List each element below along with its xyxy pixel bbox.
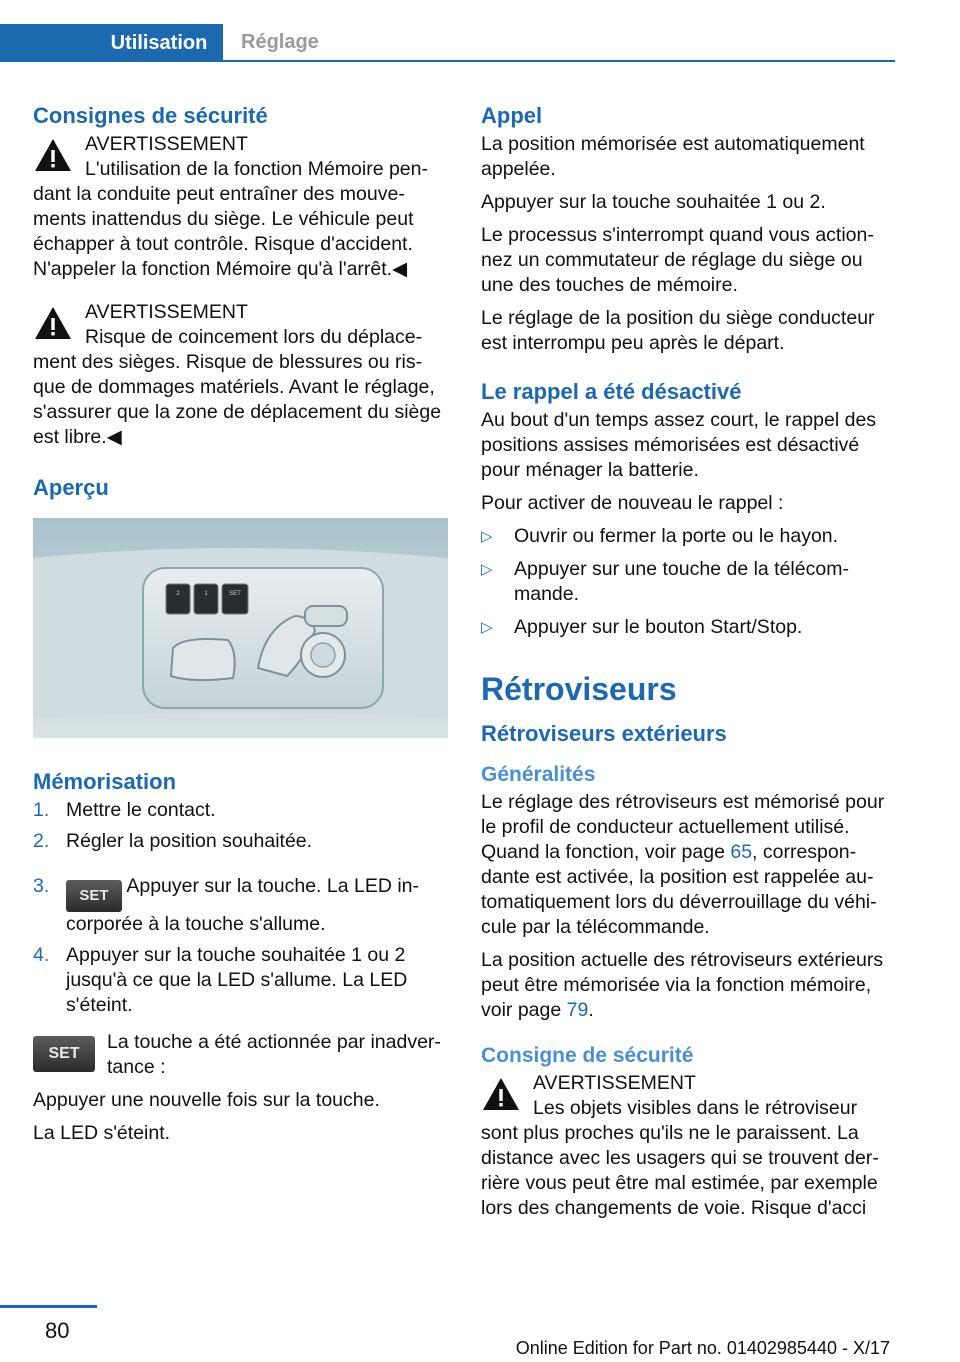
set-button-icon: SET [33,1036,95,1072]
set-button-icon: SET [66,880,122,912]
bullet-text: Ouvrir ou fermer la porte ou le hayon. [514,525,839,547]
step-number: 1. [33,799,50,821]
tab-reglage-label: Réglage [241,30,319,53]
page-number: 80 [45,1318,70,1343]
bullet-triangle-icon: ▷ [481,528,493,545]
bullet-triangle-icon: ▷ [481,619,493,636]
accidental-press-note [33,1030,448,1080]
warning-title-3: AVERTISSEMENT [533,1072,696,1094]
rappel-paragraph-2: Pour activer de nouveau le rappel : [481,492,784,514]
step-text: Appuyer sur la touche souhaitée 1 ou 2 jusqu'à ce que la LED s'allume. La LED s'éteint. [66,944,408,1016]
appel-paragraph-1: La position mémorisée est automatiquement appelée. [481,133,865,180]
page-link-65[interactable]: 65 [730,841,753,863]
general-paragraph-1 [481,790,896,940]
bullet-text: Appuyer sur une touche de la télécommande. [514,558,849,605]
step-number: 2. [33,830,50,852]
tab-reglage[interactable] [223,24,895,62]
press-again-text: Appuyer une nouvelle fois sur la touche. [33,1089,380,1111]
list-item [33,829,448,854]
warning-text-2: Risque de coincement lors du déplacement des sièges. Risque de blessures ou risque de dommages matériels. Avant le réglage, s'assurer que la zone de déplacement du siège est libre.◀ [33,326,442,448]
warning-title-1: AVERTISSEMENT [85,133,248,155]
list-item [33,943,448,1018]
warning-text-3: Les objets visibles dans le rétroviseur sont plus proches qu'ils ne le paraissent. La distance avec les usagers qui se trouvent derrière vous peut être mal estimée, par exemple lors des changements de voie. Risque d'acci [481,1097,879,1219]
list-item [481,557,896,607]
edition-note: Online Edition for Part no. 01402985440 - X/17 [515,1338,890,1358]
seat-controls-photo [33,518,448,738]
appel-paragraph-4: Le réglage de la position du siège conducteur est interrompu peu après le départ. [481,307,875,354]
rappel-heading: Le rappel a été désactivé [481,379,742,404]
appel-paragraph-3: Le processus s'interrompt quand vous actionnez un commutateur de réglage du siège ou une des touches de mémoire. [481,224,874,296]
warning-block-2 [33,300,448,450]
tab-utilisation[interactable] [0,24,223,62]
safety-note-heading: Consigne de sécurité [481,1044,694,1067]
bullet-text: Appuyer sur le bouton Start/Stop. [514,616,803,638]
list-item [33,874,448,937]
overview-heading: Aperçu [33,475,109,500]
step-text: Appuyer sur la touche. La LED incorporée à la touche s'allume. [66,875,420,935]
safety-heading: Consignes de sécurité [33,103,268,128]
step-number: 4. [33,944,50,966]
rappel-paragraph-1: Au bout d'un temps assez court, le rappel des positions assises mémorisées est désactivé pour ménager la batterie. [481,409,877,481]
led-off-text: La LED s'éteint. [33,1122,171,1144]
warning-triangle-icon [33,304,73,342]
general-text-c: La position actuelle des rétroviseurs extérieurs peut être mémorisée via la fonction mémoire, voir page [481,949,884,1021]
footer-rule [0,1305,97,1308]
mirrors-heading: Rétroviseurs [481,671,677,707]
list-item [481,615,896,640]
step-text: Régler la position souhaitée. [66,830,313,852]
warning-block-1 [33,132,448,282]
tab-utilisation-label: Utilisation [110,31,208,54]
warning-triangle-icon [33,136,73,174]
warning-triangle-icon [481,1075,521,1113]
list-item [481,524,896,549]
warning-title-2: AVERTISSEMENT [85,301,248,323]
appel-paragraph-2: Appuyer sur la touche souhaitée 1 ou 2. [481,191,826,213]
step-number: 3. [33,875,50,897]
page-link-79[interactable]: 79 [566,999,589,1021]
warning-text-1: L'utilisation de la fonction Mémoire pendant la conduite peut entraîner des mouvements inattendus du siège. Le véhicule peut échapper à tout contrôle. Risque d'accident. N'appeler la fonction Mémoire qu'à l'arrêt.◀ [33,158,428,280]
general-text-d: . [588,999,594,1021]
memorization-steps [33,798,448,1018]
right-column [481,100,896,1229]
accidental-press-text: La touche a été actionnée par inadvertance : [107,1031,441,1078]
memory-button-2-label: 2 [176,591,180,597]
memory-button-1-label: 1 [204,591,208,597]
exterior-mirrors-heading: Rétroviseurs extérieurs [481,721,727,746]
set-button-label: SET [229,591,241,597]
left-column [33,100,448,1154]
general-heading: Généralités [481,763,596,786]
general-paragraph-2 [481,948,896,1023]
appel-heading: Appel [481,103,543,128]
memorization-heading: Mémorisation [33,769,177,794]
warning-block-3 [481,1071,896,1221]
general-text-b: , correspondante est activée, la position est rappelée automatiquement lors du déverrouillage du véhicule par la télécommande. [481,841,877,938]
chapter-tabs [0,24,895,62]
bullet-triangle-icon: ▷ [481,561,493,578]
general-text-a: Le réglage des rétroviseurs est mémorisé pour le profil de conducteur actuellement utilisé. Quand la fonction, voir page [481,791,885,863]
rappel-bullets [481,524,896,640]
step-text: Mettre le contact. [66,799,216,821]
list-item [33,798,448,823]
